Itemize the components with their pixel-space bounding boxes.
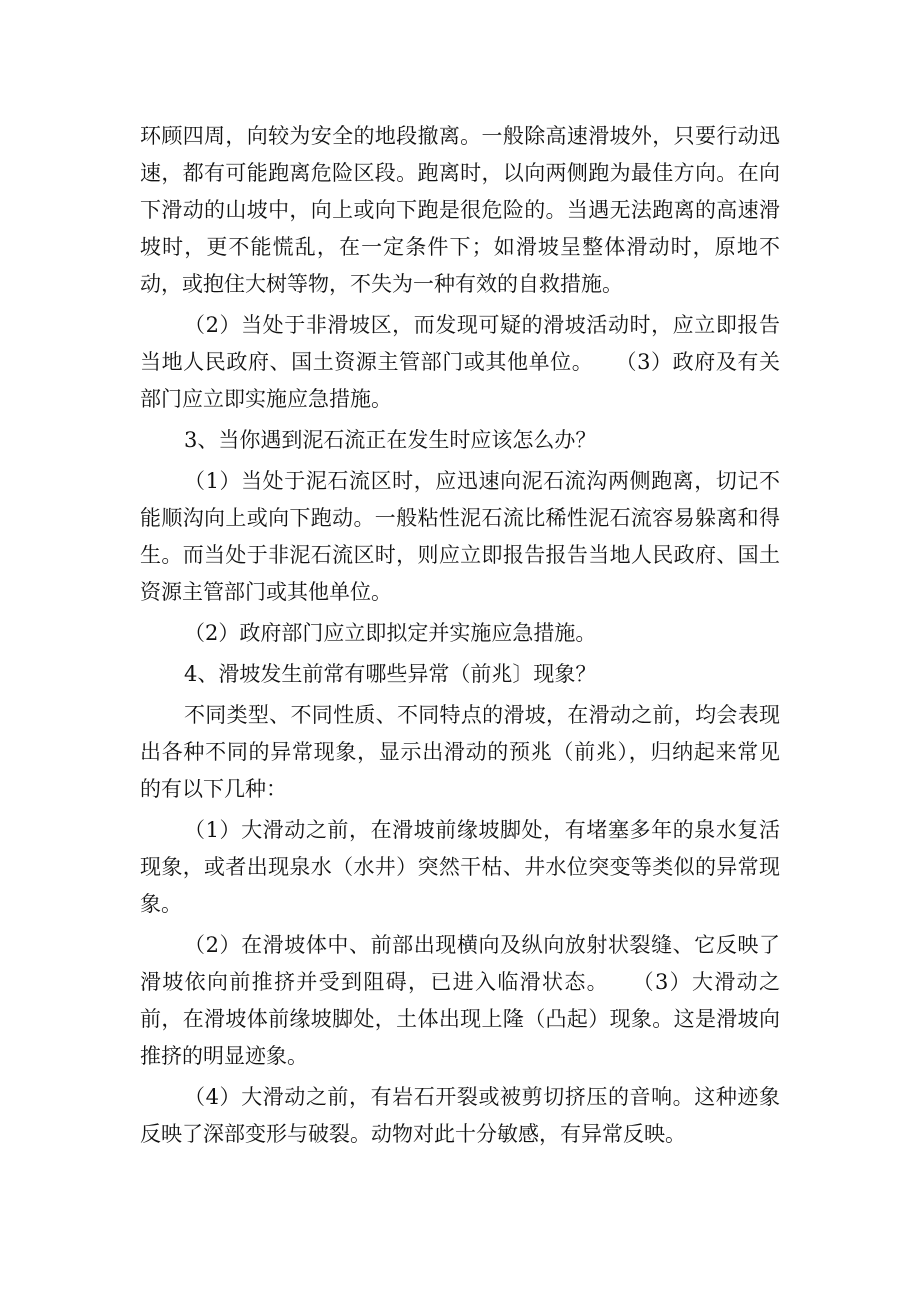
paragraph-precursor-spring: （1）大滑动之前，在滑坡前缘坡脚处，有堵塞多年的泉水复活现象，或者出现泉水（水井）突然干枯、井水位突变等类似的异常现象。 bbox=[140, 818, 780, 916]
paragraph-mudslide-escape: （1）当处于泥石流区时，应迅速向泥石流沟两侧跑离，切记不能顺沟向上或向下跑动。一般粘性泥石流比稀性泥石流容易躲离和得生。而当处于非泥石流区时，则应立即报告报告当地人民政府、国土资源主管部门或其他单位。 bbox=[140, 469, 780, 604]
document-page bbox=[140, 118, 780, 1157]
heading-landslide-precursors: 4、滑坡发生前常有哪些异常（前兆〕现象？ bbox=[184, 662, 597, 686]
paragraph-precursors-intro: 不同类型、不同性质、不同特点的滑坡，在滑动之前，均会表现出各种不同的异常现象，显示出滑动的预兆（前兆），归纳起来常见的有以下几种： bbox=[140, 703, 780, 801]
paragraph-escape-advice: 环顾四周，向较为安全的地段撤离。一般除高速滑坡外，只要行动迅速，都有可能跑离危险区段。跑离时，以向两侧跑为最佳方向。在向下滑动的山坡中，向上或向下跑是很危险的。当遇无法跑离的高速滑坡时，更不能慌乱，在一定条件下；如滑坡呈整体滑动时，原地不动，或抱住大树等物，不失为一种有效的自救措施。 bbox=[140, 124, 780, 296]
paragraph-government-measures: （2）政府部门应立即拟定并实施应急措施。 bbox=[184, 621, 597, 645]
paragraph-non-landslide-area: （2）当处于非滑坡区，而发现可疑的滑坡活动时，应立即报告当地人民政府、国土资源主管部门或其他单位。 （3）政府及有关部门应立即实施应急措施。 bbox=[140, 313, 780, 411]
heading-mudslide-question: 3、当你遇到泥石流正在发生时应该怎么办？ bbox=[184, 428, 597, 452]
paragraph-precursor-cracks: （2）在滑坡体中、前部出现横向及纵向放射状裂缝、它反映了滑坡依向前推挤并受到阻碍，已进入临滑状态。 （3）大滑动之前，在滑坡体前缘坡脚处，土体出现上隆（凸起）现象。这是滑坡向推挤的明显迹象。 bbox=[140, 933, 780, 1068]
paragraph-precursor-sounds: （4）大滑动之前，有岩石开裂或被剪切挤压的音响。这种迹象反映了深部变形与破裂。动物对此十分敏感，有异常反映。 bbox=[140, 1085, 780, 1146]
